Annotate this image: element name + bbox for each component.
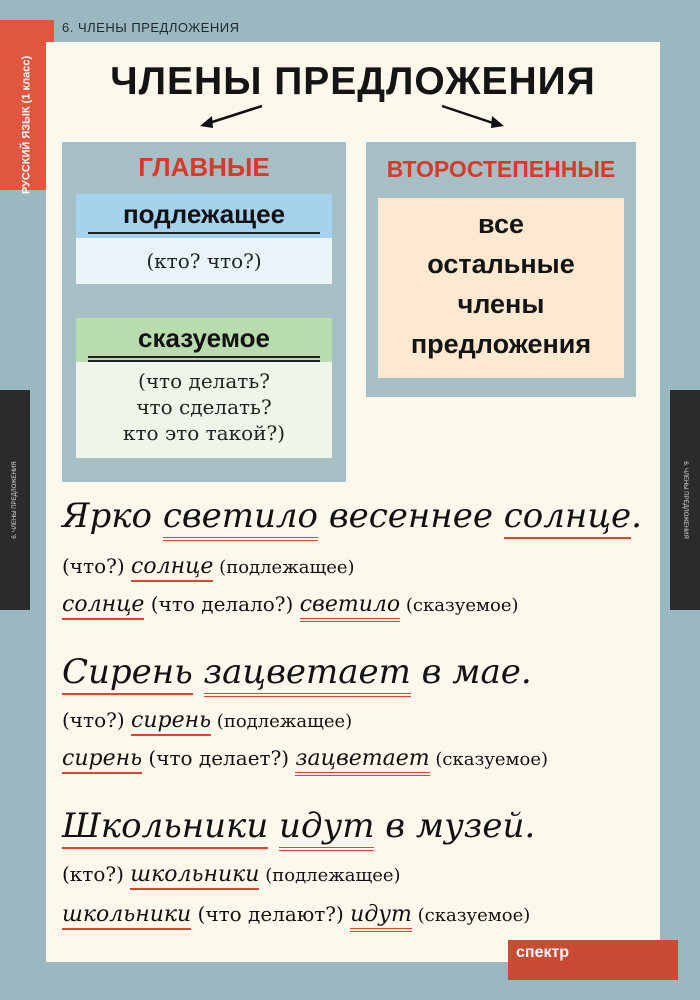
main-members-heading: ГЛАВНЫЕ [138, 152, 270, 182]
role-label: (подлежащее) [259, 865, 401, 886]
subject-word: школьники [130, 862, 259, 890]
sentence-text [268, 806, 279, 846]
sentence-predicate: зацветает [204, 652, 411, 697]
sentence-text: Ярко [62, 496, 163, 536]
predicate-block [76, 318, 332, 458]
publisher-logo: спектр [508, 940, 678, 980]
example-analysis-line [62, 592, 519, 617]
example-analysis-line [62, 554, 355, 579]
example-sentence [62, 806, 535, 846]
left-arrow-icon [196, 102, 266, 132]
example-sentence [62, 496, 642, 536]
predicate-word: идут [350, 902, 412, 932]
predicate-word: зацветает [295, 746, 429, 776]
subject-word: солнце [62, 592, 144, 620]
subject-word: школьники [62, 902, 191, 930]
content-panel [46, 42, 660, 962]
predicate-question: кто это такой?) [122, 421, 285, 445]
poster-header: 6. ЧЛЕНЫ ПРЕДЛОЖЕНИЯ [62, 20, 240, 35]
example-sentence [62, 652, 532, 692]
right-arrow-icon [438, 102, 508, 132]
subject-term-row [76, 194, 332, 238]
secondary-text-line: предложения [410, 329, 592, 359]
predicate-word: светило [300, 592, 400, 622]
predicate-term-row [76, 318, 332, 362]
left-side-tab-label: 6. ЧЛЕНЫ ПРЕДЛОЖЕНИЯ [12, 461, 18, 539]
subject-question: (кто? что?) [76, 238, 332, 284]
role-label: (сказуемое) [411, 905, 531, 926]
predicate-underline-top [88, 356, 320, 358]
secondary-members-description [378, 198, 624, 378]
question-text: (что?) [62, 708, 132, 732]
predicate-questions [76, 362, 332, 458]
secondary-text-line: члены [457, 289, 545, 319]
sentence-predicate: идут [279, 806, 374, 851]
predicate-question: что сделать? [136, 395, 272, 419]
subject-word: сирень [131, 708, 211, 736]
secondary-members-heading: ВТОРОСТЕПЕННЫЕ [386, 156, 616, 182]
example-analysis-line [62, 746, 548, 771]
sentence-text: в музей. [374, 806, 536, 846]
subject-underline [88, 232, 320, 234]
subject-block [76, 194, 332, 284]
question-text: (что?) [62, 554, 132, 578]
subject-tab-label: РУССКИЙ ЯЗЫК (1 класс) [20, 55, 33, 195]
sentence-subject: Школьники [62, 806, 268, 849]
left-side-tab [0, 390, 30, 610]
sentence-predicate: светило [163, 496, 318, 541]
predicate-underline-bottom [88, 360, 320, 362]
example-analysis-line [62, 862, 401, 887]
question-text: (что делало?) [144, 592, 300, 616]
role-label: (сказуемое) [400, 595, 519, 616]
subject-word: солнце [131, 554, 213, 582]
sentence-subject: Сирень [62, 652, 193, 695]
role-label: (сказуемое) [429, 749, 549, 770]
role-label: (подлежащее) [213, 557, 355, 578]
sentence-text: весеннее [318, 496, 504, 536]
example-analysis-line [62, 902, 530, 927]
question-text: (что делают?) [191, 902, 351, 926]
predicate-term: сказуемое [138, 323, 270, 353]
sentence-text: в мае. [410, 652, 532, 692]
poster-title: ЧЛЕНЫ ПРЕДЛОЖЕНИЯ [110, 60, 596, 103]
subject-term: подлежащее [122, 199, 286, 229]
right-side-tab-label: 6. ЧЛЕНЫ ПРЕДЛОЖЕНИЯ [682, 461, 688, 539]
secondary-members-box [366, 142, 636, 397]
question-text: (что делает?) [142, 746, 296, 770]
subject-word: сирень [62, 746, 142, 774]
sentence-subject: солнце [504, 496, 631, 539]
right-side-tab [670, 390, 700, 610]
secondary-text-line: все [478, 209, 524, 239]
role-label: (подлежащее) [211, 711, 353, 732]
question-text: (кто?) [62, 862, 131, 886]
secondary-text-line: остальные [427, 249, 575, 279]
predicate-question: (что делать? [138, 369, 270, 393]
main-members-box [62, 142, 346, 482]
example-analysis-line [62, 708, 352, 733]
sentence-text: . [631, 496, 642, 536]
sentence-text [193, 652, 204, 692]
